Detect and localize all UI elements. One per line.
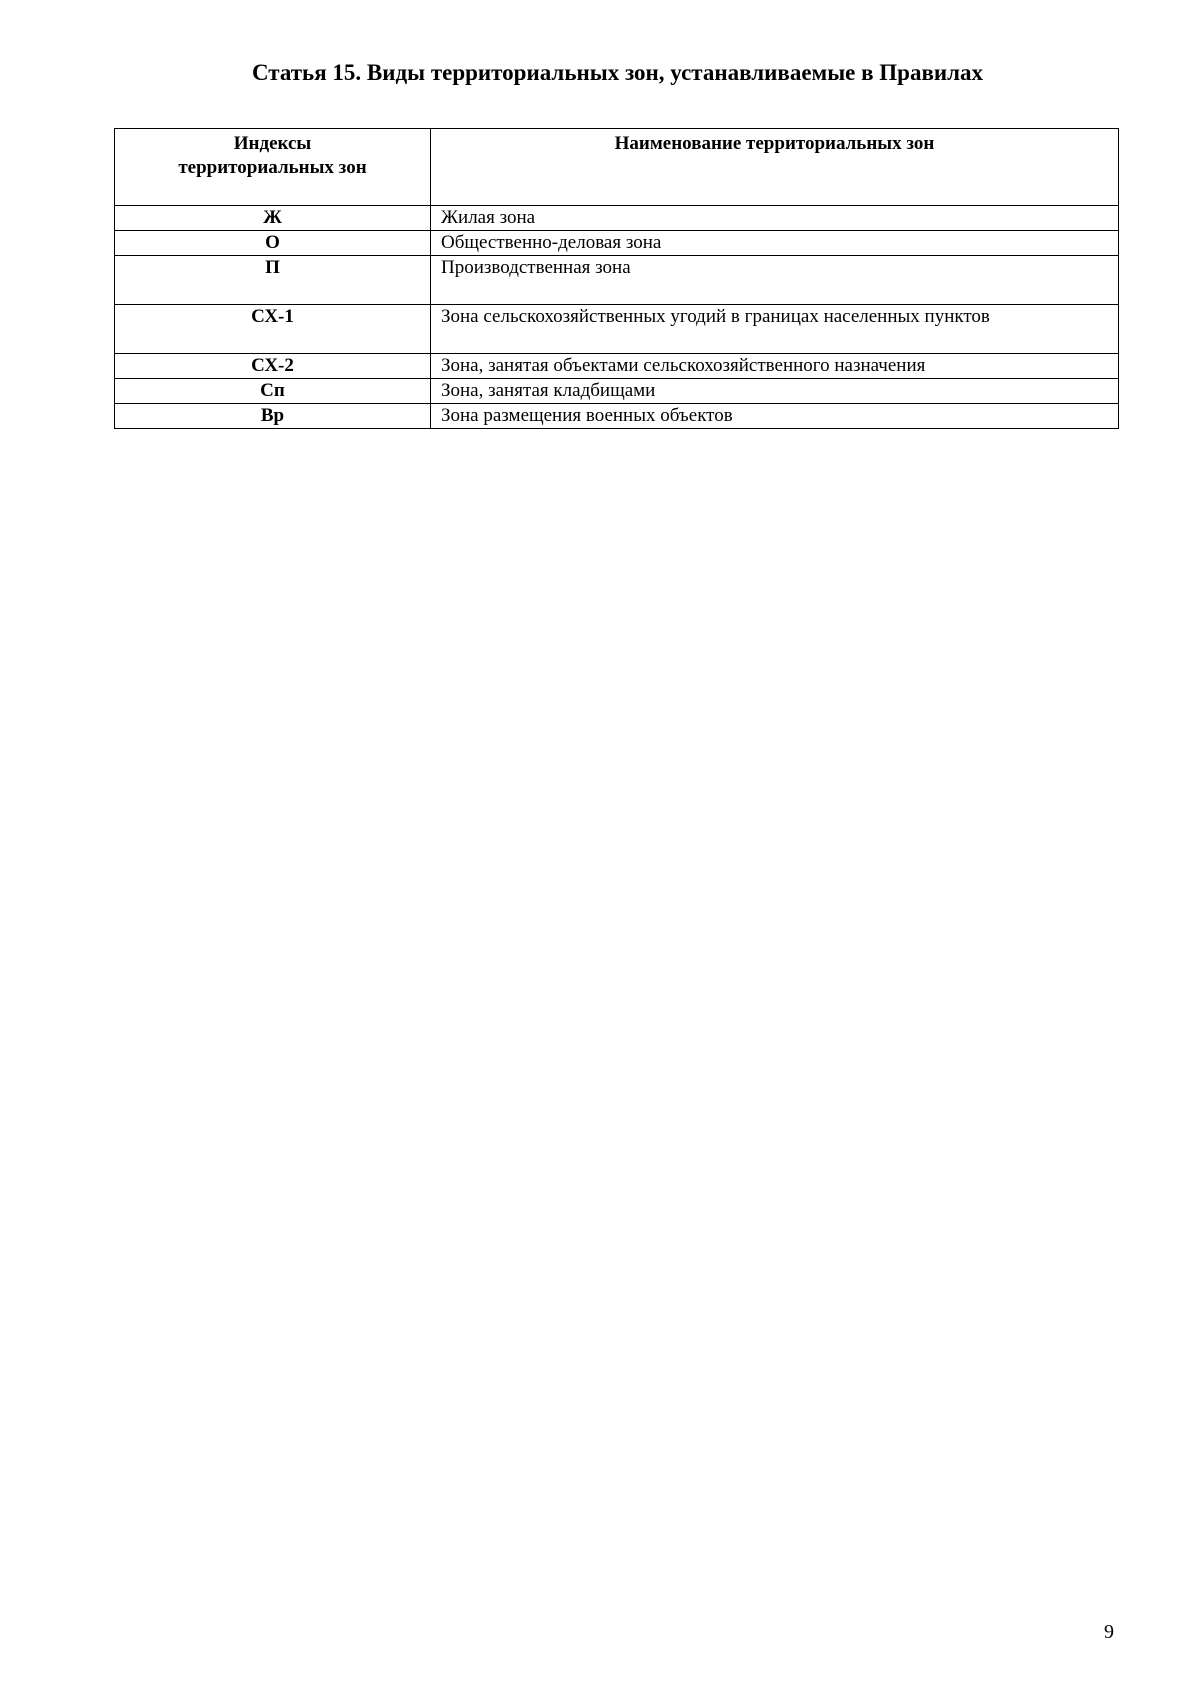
table-row [115,231,1119,256]
zone-name: Производственная зона [431,256,1119,305]
zone-name: Зона размещения военных объектов [431,404,1119,429]
zone-name: Жилая зона [431,206,1119,231]
header-zone-index [115,129,431,206]
table-row [115,256,1119,305]
page-title: Статья 15. Виды территориальных зон, устанавливаемые в Правилах [251,60,984,85]
table-row [115,305,1119,354]
zone-name: Зона, занятая объектами сельскохозяйственного назначения [431,354,1119,379]
zone-index: СХ-1 [115,305,431,354]
header-zone-name: Наименование территориальных зон [431,129,1119,206]
zone-index: О [115,231,431,256]
zone-index: Ж [115,206,431,231]
zone-index: П [115,256,431,305]
table-row [115,379,1119,404]
zone-index: Вр [115,404,431,429]
zone-name: Зона, занятая кладбищами [431,379,1119,404]
table-row [115,354,1119,379]
table-row [115,404,1119,429]
header-zone-index-label: Индексы территориальных зон [178,133,367,178]
table-header-row [115,129,1119,206]
page-number: 9 [1104,1621,1114,1643]
zone-name: Общественно-деловая зона [431,231,1119,256]
territorial-zones-table [114,128,1119,429]
zone-index: СХ-2 [115,354,431,379]
table-row [115,206,1119,231]
zone-index: Сп [115,379,431,404]
zone-name: Зона сельскохозяйственных угодий в границах населенных пунктов [431,305,1119,354]
